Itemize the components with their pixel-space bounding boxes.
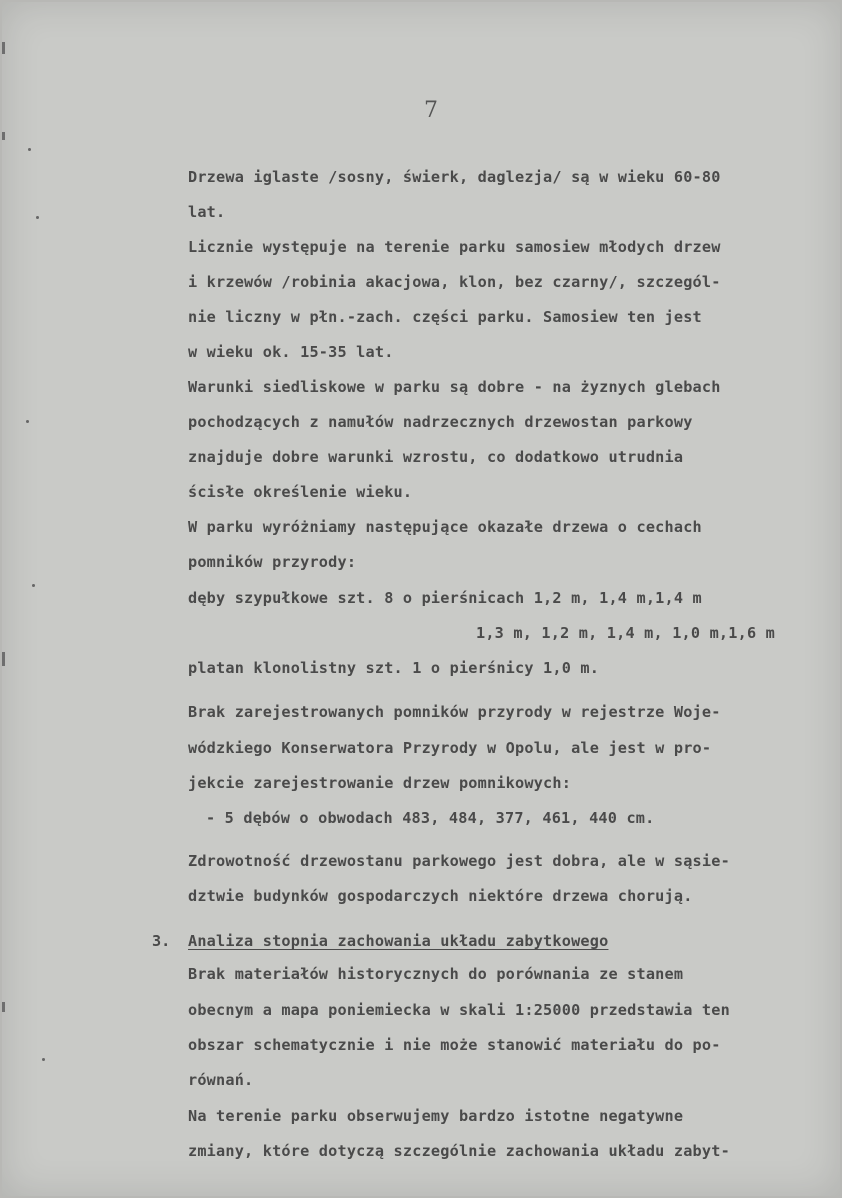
text-line: Brak zarejestrowanych pomników przyrody w rejestrze Woje- bbox=[188, 703, 721, 721]
text-line: pomników przyrody: bbox=[188, 553, 357, 571]
scan-speck bbox=[32, 584, 35, 587]
text-line: Na terenie parku obserwujemy bardzo istotne negatywne bbox=[188, 1107, 684, 1125]
text-line: 1,3 m, 1,2 m, 1,4 m, 1,0 m,1,6 m bbox=[476, 624, 775, 642]
scan-speck bbox=[26, 420, 29, 423]
text-line: obszar schematycznie i nie może stanowić materiału do po- bbox=[188, 1036, 721, 1054]
scan-edge-mark bbox=[2, 42, 5, 54]
text-line: wódzkiego Konserwatora Przyrody w Opolu, ale jest w pro- bbox=[188, 739, 712, 757]
scan-edge-mark bbox=[2, 1002, 5, 1012]
scan-speck bbox=[36, 216, 39, 219]
text-line: Warunki siedliskowe w parku są dobre - na żyznych glebach bbox=[188, 378, 721, 396]
text-line: Licznie występuje na terenie parku samosiew młodych drzew bbox=[188, 238, 721, 256]
text-line: w wieku ok. 15-35 lat. bbox=[188, 343, 394, 361]
text-line: dęby szypułkowe szt. 8 o pierśnicach 1,2 m, 1,4 m,1,4 m bbox=[188, 589, 702, 607]
text-line: pochodzących z namułów nadrzecznych drzewostan parkowy bbox=[188, 413, 693, 431]
text-line: zmiany, które dotyczą szczególnie zachowania układu zabyt- bbox=[188, 1142, 730, 1160]
text-line: Brak materiałów historycznych do porównania ze stanem bbox=[188, 965, 684, 983]
scan-speck bbox=[28, 148, 31, 151]
text-line: platan klonolistny szt. 1 o pierśnicy 1,0 m. bbox=[188, 659, 600, 677]
text-line: obecnym a mapa poniemiecka w skali 1:25000 przedstawia ten bbox=[188, 1001, 730, 1019]
scan-edge-mark bbox=[2, 652, 5, 666]
text-line: ścisłe określenie wieku. bbox=[188, 483, 413, 501]
text-line: W parku wyróżniamy następujące okazałe drzewa o cechach bbox=[188, 518, 702, 536]
section-heading: Analiza stopnia zachowania układu zabytkowego bbox=[188, 932, 609, 950]
section-number: 3. bbox=[152, 932, 171, 950]
document-page bbox=[2, 2, 840, 1196]
text-line: Zdrowotność drzewostanu parkowego jest dobra, ale w sąsie- bbox=[188, 852, 730, 870]
text-line: dztwie budynków gospodarczych niektóre drzewa chorują. bbox=[188, 887, 693, 905]
scan-edge-mark bbox=[2, 132, 5, 140]
text-line: Drzewa iglaste /sosny, świerk, daglezja/ są w wieku 60-80 bbox=[188, 168, 721, 186]
page-number: 7 bbox=[424, 98, 438, 123]
scan-speck bbox=[42, 1058, 45, 1061]
text-line: znajduje dobre warunki wzrostu, co dodatkowo utrudnia bbox=[188, 448, 684, 466]
text-line: i krzewów /robinia akacjowa, klon, bez czarny/, szczegól- bbox=[188, 273, 721, 291]
text-line: równań. bbox=[188, 1071, 254, 1089]
text-line: nie liczny w płn.-zach. części parku. Samosiew ten jest bbox=[188, 308, 702, 326]
text-line: lat. bbox=[188, 203, 226, 221]
text-line: jekcie zarejestrowanie drzew pomnikowych: bbox=[188, 774, 572, 792]
text-line: - 5 dębów o obwodach 483, 484, 377, 461, 440 cm. bbox=[206, 809, 655, 827]
